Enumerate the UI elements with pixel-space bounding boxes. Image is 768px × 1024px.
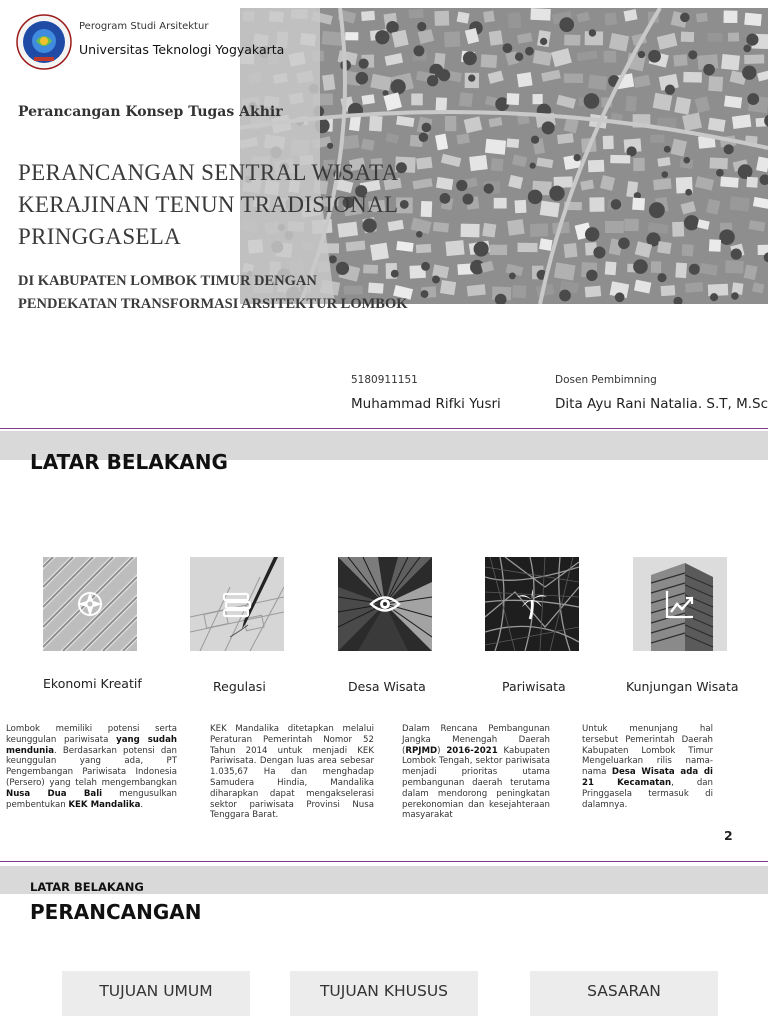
title-line: PERANCANGAN SENTRAL WISATA [18,160,399,185]
subtitle-line: DI KABUPATEN LOMBOK TIMUR DENGAN [18,273,317,289]
section-label: LATAR BELAKANG [30,880,144,894]
supervisor-name: Dita Ayu Rani Natalia. S.T, M.Sc [555,396,768,412]
university-logo-icon [16,14,72,70]
tile-ekonomi-kreatif [43,557,137,651]
university-name: Universitas Teknologi Yogyakarta [79,42,285,57]
divider [0,861,768,862]
page-number: 2 [724,828,733,843]
tile-label: Pariwisata [502,679,566,694]
page-title [18,157,438,253]
tile-pariwisata [485,557,579,651]
tile-kunjungan-wisata [633,557,727,651]
palm-tree-icon [516,588,548,620]
subtitle-line: PENDEKATAN TRANSFORMASI ARSITEKTUR LOMBOK [18,296,408,312]
cover-slide [0,0,768,428]
box-tujuan-umum: TUJUAN UMUM [62,971,250,1016]
paragraph-text: . Berdasarkan potensi dan keunggulan yang ada, PT Pengembangan Pariwisata Indonesia (Persero) yang telah mengembangkan [6,745,177,788]
box-sasaran: SASARAN [530,971,718,1016]
book-stack-icon [221,588,253,620]
divider [0,428,768,429]
bold-text: Nusa Dua Bali [6,788,103,799]
slide-heading: PERANCANGAN [30,900,202,924]
paragraph-desa-wisata [402,724,550,821]
tile-regulasi [190,557,284,651]
title-line: PRINGGASELA [18,224,182,249]
compass-icon [74,588,106,620]
bold-text: KEK Mandalika [68,799,141,810]
paragraph-ekonomi-kreatif [6,724,177,810]
student-id: 5180911151 [351,374,418,386]
tile-desa-wisata [338,557,432,651]
student-name: Muhammad Rifki Yusri [351,396,501,412]
design-slide [0,866,768,1024]
paragraph-text: Untuk menunjang hal tersebut Pemerintah Daerah Kabupaten Lombok Timur Mengeluarkan rilis nama-nama [582,724,713,778]
slide-heading: LATAR BELAKANG [30,450,228,474]
background-slide [0,431,768,861]
paragraph-text: mengusulkan pembentukan [6,788,177,810]
chart-growth-icon [664,588,696,620]
tile-label: Desa Wisata [348,679,426,694]
bold-text: RPJMD [405,745,438,756]
title-line: KERAJINAN TENUN TRADISIONAL [18,192,399,217]
bold-text: Desa Wisata ada di 21 Kecamatan [582,767,713,788]
bold-text: 2016-2021 [446,745,498,756]
bold-text: yang sudah mendunia [6,734,177,756]
tile-label: Ekonomi Kreatif [43,676,142,691]
paragraph-regulasi [210,724,374,821]
box-tujuan-khusus: TUJUAN KHUSUS [290,971,478,1016]
paragraph-text: KEK Mandalika ditetapkan melalui Peraturan Pemerintah Nomor 52 Tahun 2014 untuk menjadi KEK Pariwisata. Dengan luas area sebesar 1.035,67 Ha dan menghadap Samudera Hindia, Mandalika diharapkan dapat mengakselerasi sektor pariwisata Provinsi Nusa Tenggara Barat. [210,724,374,821]
page-subtitle [18,270,438,316]
eye-icon [369,588,401,620]
paragraph-text: , dan Pringgasela termasuk di dalamnya. [582,777,713,810]
supervisor-label: Dosen Pembimning [555,374,657,386]
paragraph-text: Dalam Rencana Pembangunan Jangka Menengah Daerah ( [402,724,550,756]
paragraph-text: Lombok memiliki potensi serta keunggulan pariwisata [6,724,177,745]
aerial-photo [240,8,768,304]
paragraph-text: ) [437,745,447,756]
paragraph-pariwisata [582,724,713,810]
tile-label: Regulasi [213,679,266,694]
program-name: Perogram Studi Arsitektur [79,21,209,32]
paragraph-text: Kabupaten Lombok Tengah, sektor pariwisata menjadi prioritas utama pembangunan daerah terutama dalam mendorong peningkatan perekonomian dan kesejahteraan masyarakat [402,745,550,821]
tile-label: Kunjungan Wisata [626,679,739,694]
document-type: Perancangan Konsep Tugas Akhir [18,104,283,120]
paragraph-text: . [140,799,144,810]
